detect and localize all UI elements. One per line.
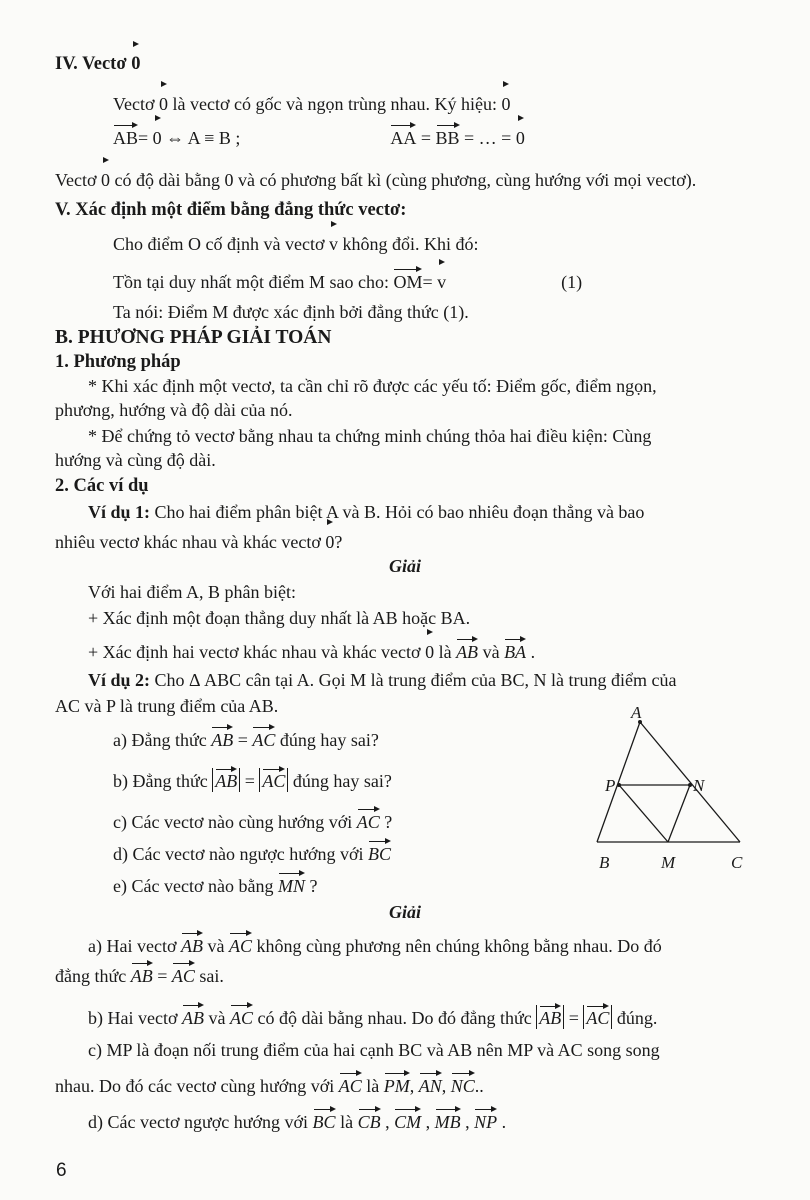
vector: AB (113, 124, 138, 150)
text-run: = (138, 128, 153, 148)
text-line (113, 300, 469, 324)
section-heading (55, 50, 140, 76)
vector: MB (435, 1108, 461, 1134)
vector: 0 (159, 90, 168, 116)
vector-magnitude (536, 1005, 564, 1029)
text-line (88, 638, 535, 664)
text-run: . (497, 1112, 507, 1132)
text-run: là (434, 642, 457, 662)
label-b: B (599, 853, 610, 872)
text-run: c) MP là đoạn nối trung điểm của hai cạnh BC và AB nên MP và AC song song (88, 1040, 660, 1060)
text-run: hướng và cùng độ dài. (55, 450, 216, 470)
text-run: Với hai điểm A, B phân biệt: (88, 582, 296, 602)
text-run: V. Xác định một điểm bằng đẳng thức vectơ: (55, 200, 407, 220)
vector: AC (172, 962, 195, 988)
text-run: Ta nói: Điểm M được xác định bởi đẳng thức (1). (113, 302, 469, 322)
text-run: a) Đẳng thức (113, 730, 212, 750)
text-run: = (152, 966, 172, 986)
label-p: P (605, 776, 616, 795)
text-line (88, 580, 296, 604)
vector: AB (131, 962, 153, 988)
text-line (88, 932, 662, 958)
label-n: N (693, 776, 705, 795)
text-run: Vectơ (113, 94, 160, 114)
text-line (88, 606, 470, 630)
text-run: ? (334, 532, 343, 552)
text-run: , (421, 1112, 435, 1132)
label-m: M (661, 853, 676, 872)
vector: AB (181, 932, 203, 958)
text-run: (1) (561, 272, 583, 292)
vector: AB (182, 1004, 204, 1030)
text-run: đúng hay sai? (288, 771, 392, 791)
text-run: và (202, 936, 229, 956)
text-line (55, 166, 696, 192)
vector-magnitude (212, 768, 240, 792)
vector: AB (211, 726, 233, 752)
text-line (113, 268, 582, 294)
text-run: và (203, 1008, 230, 1028)
text-run: nhiêu vectơ khác nhau và khác vectơ (55, 532, 326, 552)
text-line (113, 230, 479, 256)
vector: 0 (101, 166, 110, 192)
vector: BA (504, 638, 526, 664)
text-run: B. PHƯƠNG PHÁP GIẢI TOÁN (55, 327, 332, 348)
text-run: Cho Δ ABC cân tại A. Gọi M là trung điểm của BC, N là trung điểm của (150, 670, 677, 690)
text-line (113, 124, 525, 150)
text-run: Cho điểm O cố định và vectơ (113, 234, 329, 254)
text-run: a) Hai vectơ (88, 936, 181, 956)
edge-ac (640, 722, 740, 842)
section-heading (55, 474, 149, 498)
vector: PM (384, 1072, 410, 1098)
text-run: đúng hay sai? (275, 730, 379, 750)
text-line (88, 1108, 506, 1134)
vector: NP (474, 1108, 497, 1134)
text-line (55, 962, 224, 988)
text-line (113, 90, 510, 116)
vector: 0 (153, 124, 162, 150)
text-run: AC và P là trung điểm của AB. (55, 696, 279, 716)
text-run: = (233, 730, 253, 750)
vector: AC (357, 808, 380, 834)
vector: 0 (131, 50, 140, 76)
section-heading (55, 326, 331, 350)
text-run: là (335, 1112, 358, 1132)
text-run: có độ dài bằng nhau. Do đó đẳng thức (253, 1008, 537, 1028)
edge-pm (619, 785, 668, 842)
triangle-diagram (585, 705, 755, 885)
text-run: đẳng thức (55, 966, 131, 986)
text-run: có độ dài bằng 0 và có phương bất kì (cùng phương, cùng hướng với mọi vectơ). (110, 170, 697, 190)
text-run: d) Các vectơ ngược hướng với (88, 1112, 313, 1132)
text-run: không cùng phương nên chúng không bằng nhau. Do đó (252, 936, 662, 956)
text-line (55, 528, 342, 554)
vector: v (437, 268, 446, 294)
vector: NC (451, 1072, 475, 1098)
solution-heading (0, 900, 810, 924)
bold-label: Ví dụ 2: (88, 670, 151, 690)
vector: AB (539, 1005, 561, 1029)
text-run: Giải (388, 556, 421, 576)
vector: 0 (425, 638, 434, 664)
text-line (113, 840, 391, 866)
text-run: = (422, 272, 438, 292)
text-run: là vectơ có gốc và ngọn trùng nhau. Ký hiệu: (168, 94, 502, 114)
vector: OM (393, 268, 422, 294)
text-run: + Xác định hai vectơ khác nhau và khác vectơ (88, 642, 426, 662)
text-run: d) Các vectơ nào ngược hướng với (113, 844, 369, 864)
page-number: 6 (56, 1160, 67, 1181)
vector: 0 (501, 90, 510, 116)
text-run: 2. Các ví dụ (55, 476, 149, 496)
vector: 0 (325, 528, 334, 554)
text-line (88, 374, 657, 398)
text-run: Cho hai điểm phân biệt A và B. Hỏi có bao nhiêu đoạn thẳng và bao (150, 502, 645, 522)
vector: AC (230, 1004, 253, 1030)
text-run: ? (304, 876, 318, 896)
bold-label: Ví dụ 1: (88, 502, 151, 522)
text-line (88, 1004, 657, 1030)
vector: MN (278, 872, 305, 898)
vector: BB (436, 124, 460, 150)
text-run: b) Hai vectơ (88, 1008, 182, 1028)
text-run: Tồn tại duy nhất một điểm M sao cho: (113, 272, 394, 292)
text-run: và (478, 642, 505, 662)
text-run: = (240, 771, 260, 791)
text-run: Giải (388, 902, 421, 922)
text-line (113, 726, 379, 752)
text-line (88, 424, 651, 448)
vector: BC (368, 840, 391, 866)
solution-heading (0, 554, 810, 578)
text-line (55, 694, 278, 718)
text-line (88, 668, 677, 692)
text-run: IV. Vectơ (55, 54, 132, 74)
text-run: sai. (194, 966, 224, 986)
section-heading (55, 198, 406, 222)
text-line (55, 448, 216, 472)
vector: v (329, 230, 338, 256)
vector-magnitude (583, 1005, 612, 1029)
vector: AC (339, 1072, 362, 1098)
text-line (55, 398, 293, 422)
text-run: = (416, 128, 436, 148)
text-run: = (564, 1008, 584, 1028)
text-run: là (361, 1076, 384, 1096)
text-line (55, 1072, 484, 1098)
text-run: e) Các vectơ nào bằng (113, 876, 278, 896)
text-run: * Để chứng tỏ vectơ bằng nhau ta chứng minh chúng thỏa hai điều kiện: Cùng (88, 426, 652, 446)
text-run: đúng. (612, 1008, 658, 1028)
text-run: .. (474, 1076, 484, 1096)
vector: AB (215, 768, 237, 792)
text-run: , (380, 1112, 395, 1132)
edge-ab (597, 722, 640, 842)
text-run: , (460, 1112, 475, 1132)
text-run: không đổi. Khi đó: (337, 234, 479, 254)
vector: BC (313, 1108, 336, 1134)
text-run: Vectơ (55, 170, 102, 190)
text-run: . (526, 642, 536, 662)
vector: 0 (516, 124, 525, 150)
vector: AB (456, 638, 478, 664)
vector: AC (262, 768, 285, 792)
text-run: * Khi xác định một vectơ, ta cần chỉ rõ được các yếu tố: Điểm gốc, điểm ngọn, (88, 376, 657, 396)
text-line (113, 768, 392, 793)
vector: CM (394, 1108, 421, 1134)
label-a: A (631, 705, 642, 722)
text-run: = … = (459, 128, 516, 148)
label-c: C (731, 853, 743, 872)
text-run: + Xác định một đoạn thẳng duy nhất là AB hoặc BA. (88, 608, 471, 628)
text-run: b) Đẳng thức (113, 771, 213, 791)
vector: CB (358, 1108, 381, 1134)
text-line (88, 1038, 660, 1062)
section-heading (55, 350, 181, 374)
text-line (113, 808, 392, 834)
vector: AC (229, 932, 252, 958)
text-run: nhau. Do đó các vectơ cùng hướng với (55, 1076, 339, 1096)
text-run: , (441, 1076, 451, 1096)
vector: AA (390, 124, 416, 150)
text-line (88, 500, 644, 524)
text-run: , (409, 1076, 419, 1096)
edge-nm (668, 785, 690, 842)
text-run: phương, hướng và độ dài của nó. (55, 400, 293, 420)
vector-magnitude (259, 768, 288, 792)
text-line (113, 872, 317, 898)
vector: AC (586, 1005, 609, 1029)
text-run: 1. Phương pháp (55, 352, 181, 372)
text-run: ⇔ A ≡ B ; (161, 128, 241, 148)
vector: AN (419, 1072, 442, 1098)
text-run: c) Các vectơ nào cùng hướng với (113, 812, 357, 832)
vector: AC (252, 726, 275, 752)
text-run: ? (379, 812, 393, 832)
